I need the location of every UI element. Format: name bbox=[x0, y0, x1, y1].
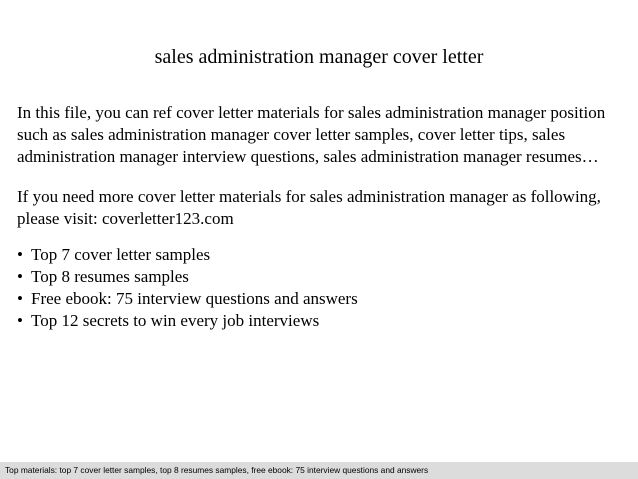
intro-paragraph: In this file, you can ref cover letter materials for sales administration manager position such as sales administration manager cover letter samples, cover letter tips, sales administration manager interview questions, sales administration manager resumes… bbox=[17, 103, 606, 166]
list-item-text: Top 7 cover letter samples bbox=[31, 245, 211, 264]
list-item-text: Free ebook: 75 interview questions and answers bbox=[31, 289, 358, 308]
slide-body bbox=[17, 102, 617, 332]
bullet-icon: • bbox=[17, 267, 23, 286]
page-title: sales administration manager cover letter bbox=[154, 46, 484, 68]
bullet-icon: • bbox=[17, 311, 23, 330]
list-item-text: Top 12 secrets to win every job interviews bbox=[31, 311, 320, 330]
footer-bar: Top materials: top 7 cover letter samples, top 8 resumes samples, free ebook: 75 interview questions and answers bbox=[0, 462, 638, 479]
list-item bbox=[17, 266, 617, 288]
list-item bbox=[17, 288, 617, 310]
list-item-text: Top 8 resumes samples bbox=[31, 267, 189, 286]
list-item bbox=[17, 310, 617, 332]
more-info-paragraph: If you need more cover letter materials for sales administration manager as following, please visit: coverletter123.com bbox=[17, 187, 601, 228]
bullet-list bbox=[17, 244, 617, 332]
bullet-icon: • bbox=[17, 245, 23, 264]
bullet-icon: • bbox=[17, 289, 23, 308]
list-item bbox=[17, 244, 617, 266]
